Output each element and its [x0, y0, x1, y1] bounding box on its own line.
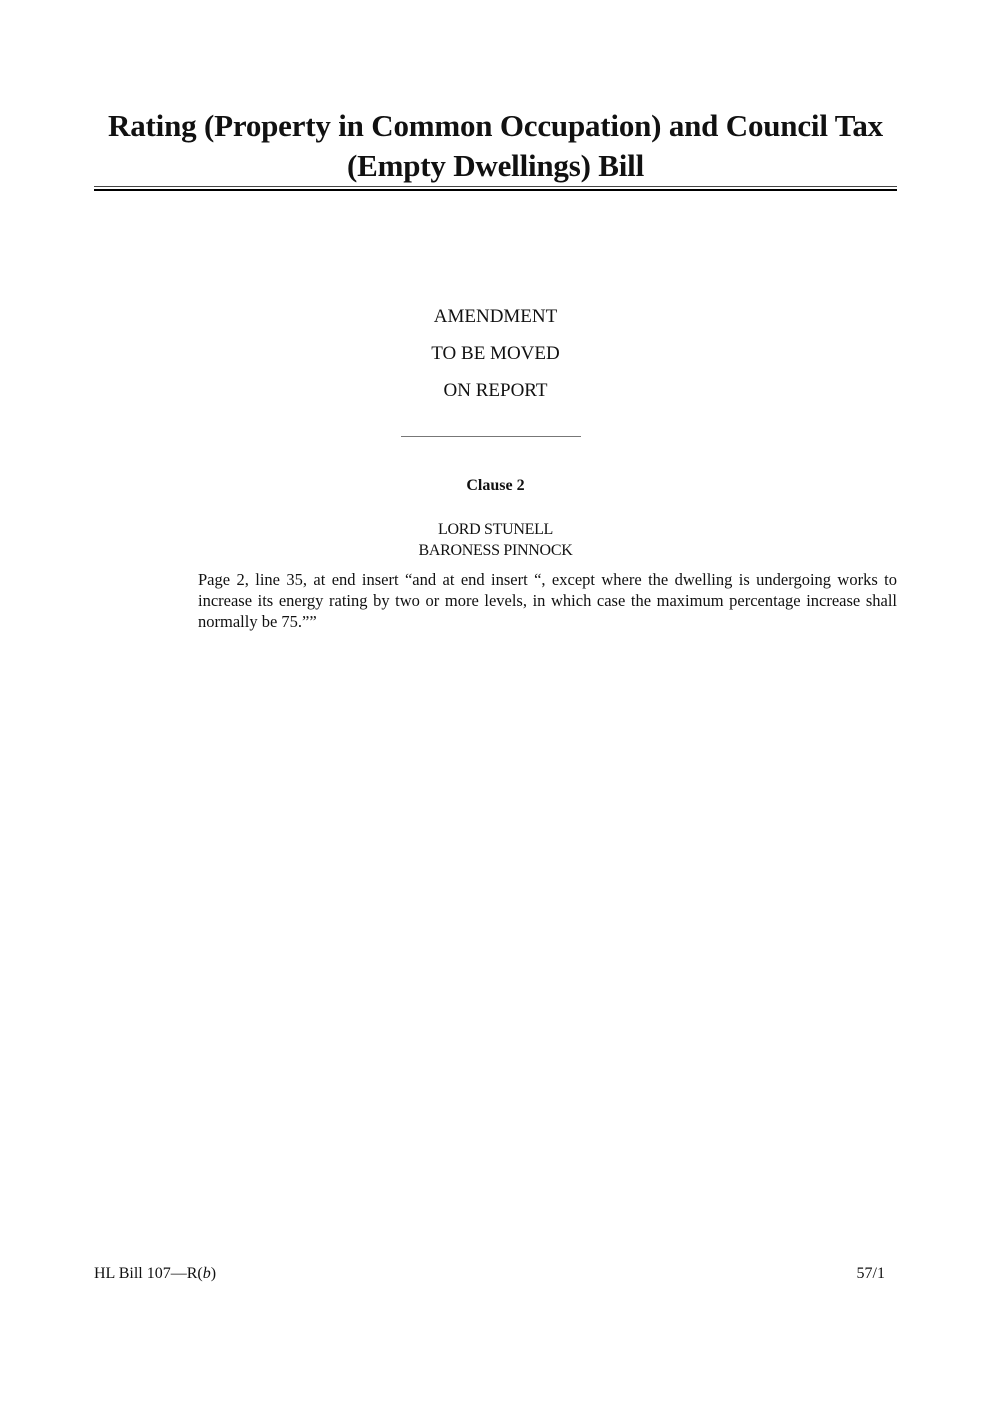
section-divider [401, 436, 581, 437]
amendment-number: 57/1 [856, 1265, 885, 1282]
member-name: BARONESS PINNOCK [418, 542, 573, 559]
bill-title: Rating (Property in Common Occupation) and Council Tax (Empty Dwellings) Bill [108, 108, 883, 183]
bill-reference-print: b [202, 1265, 211, 1282]
title-rule-thin [94, 186, 897, 187]
bill-reference [94, 1264, 216, 1284]
amendment-text: Page 2, line 35, at end insert “and at end insert “, except where the dwelling is undergoing works to increase its energy rating by two or more levels, in which case the maximum percentage increase shall normally be 75.”” [198, 570, 897, 631]
bill-reference-prefix: HL Bill 107—R( [94, 1265, 203, 1282]
amendment-heading-line-3: ON REPORT [443, 380, 548, 401]
clause-heading: Clause 2 [466, 477, 525, 494]
member-name: LORD STUNELL [437, 521, 554, 538]
amendment-heading-line-1: AMENDMENT [433, 306, 558, 327]
amendment-heading-line-2: TO BE MOVED [431, 343, 560, 364]
title-rule-thick [94, 189, 897, 191]
bill-reference-suffix: ) [210, 1265, 217, 1282]
member-names [0, 519, 991, 561]
